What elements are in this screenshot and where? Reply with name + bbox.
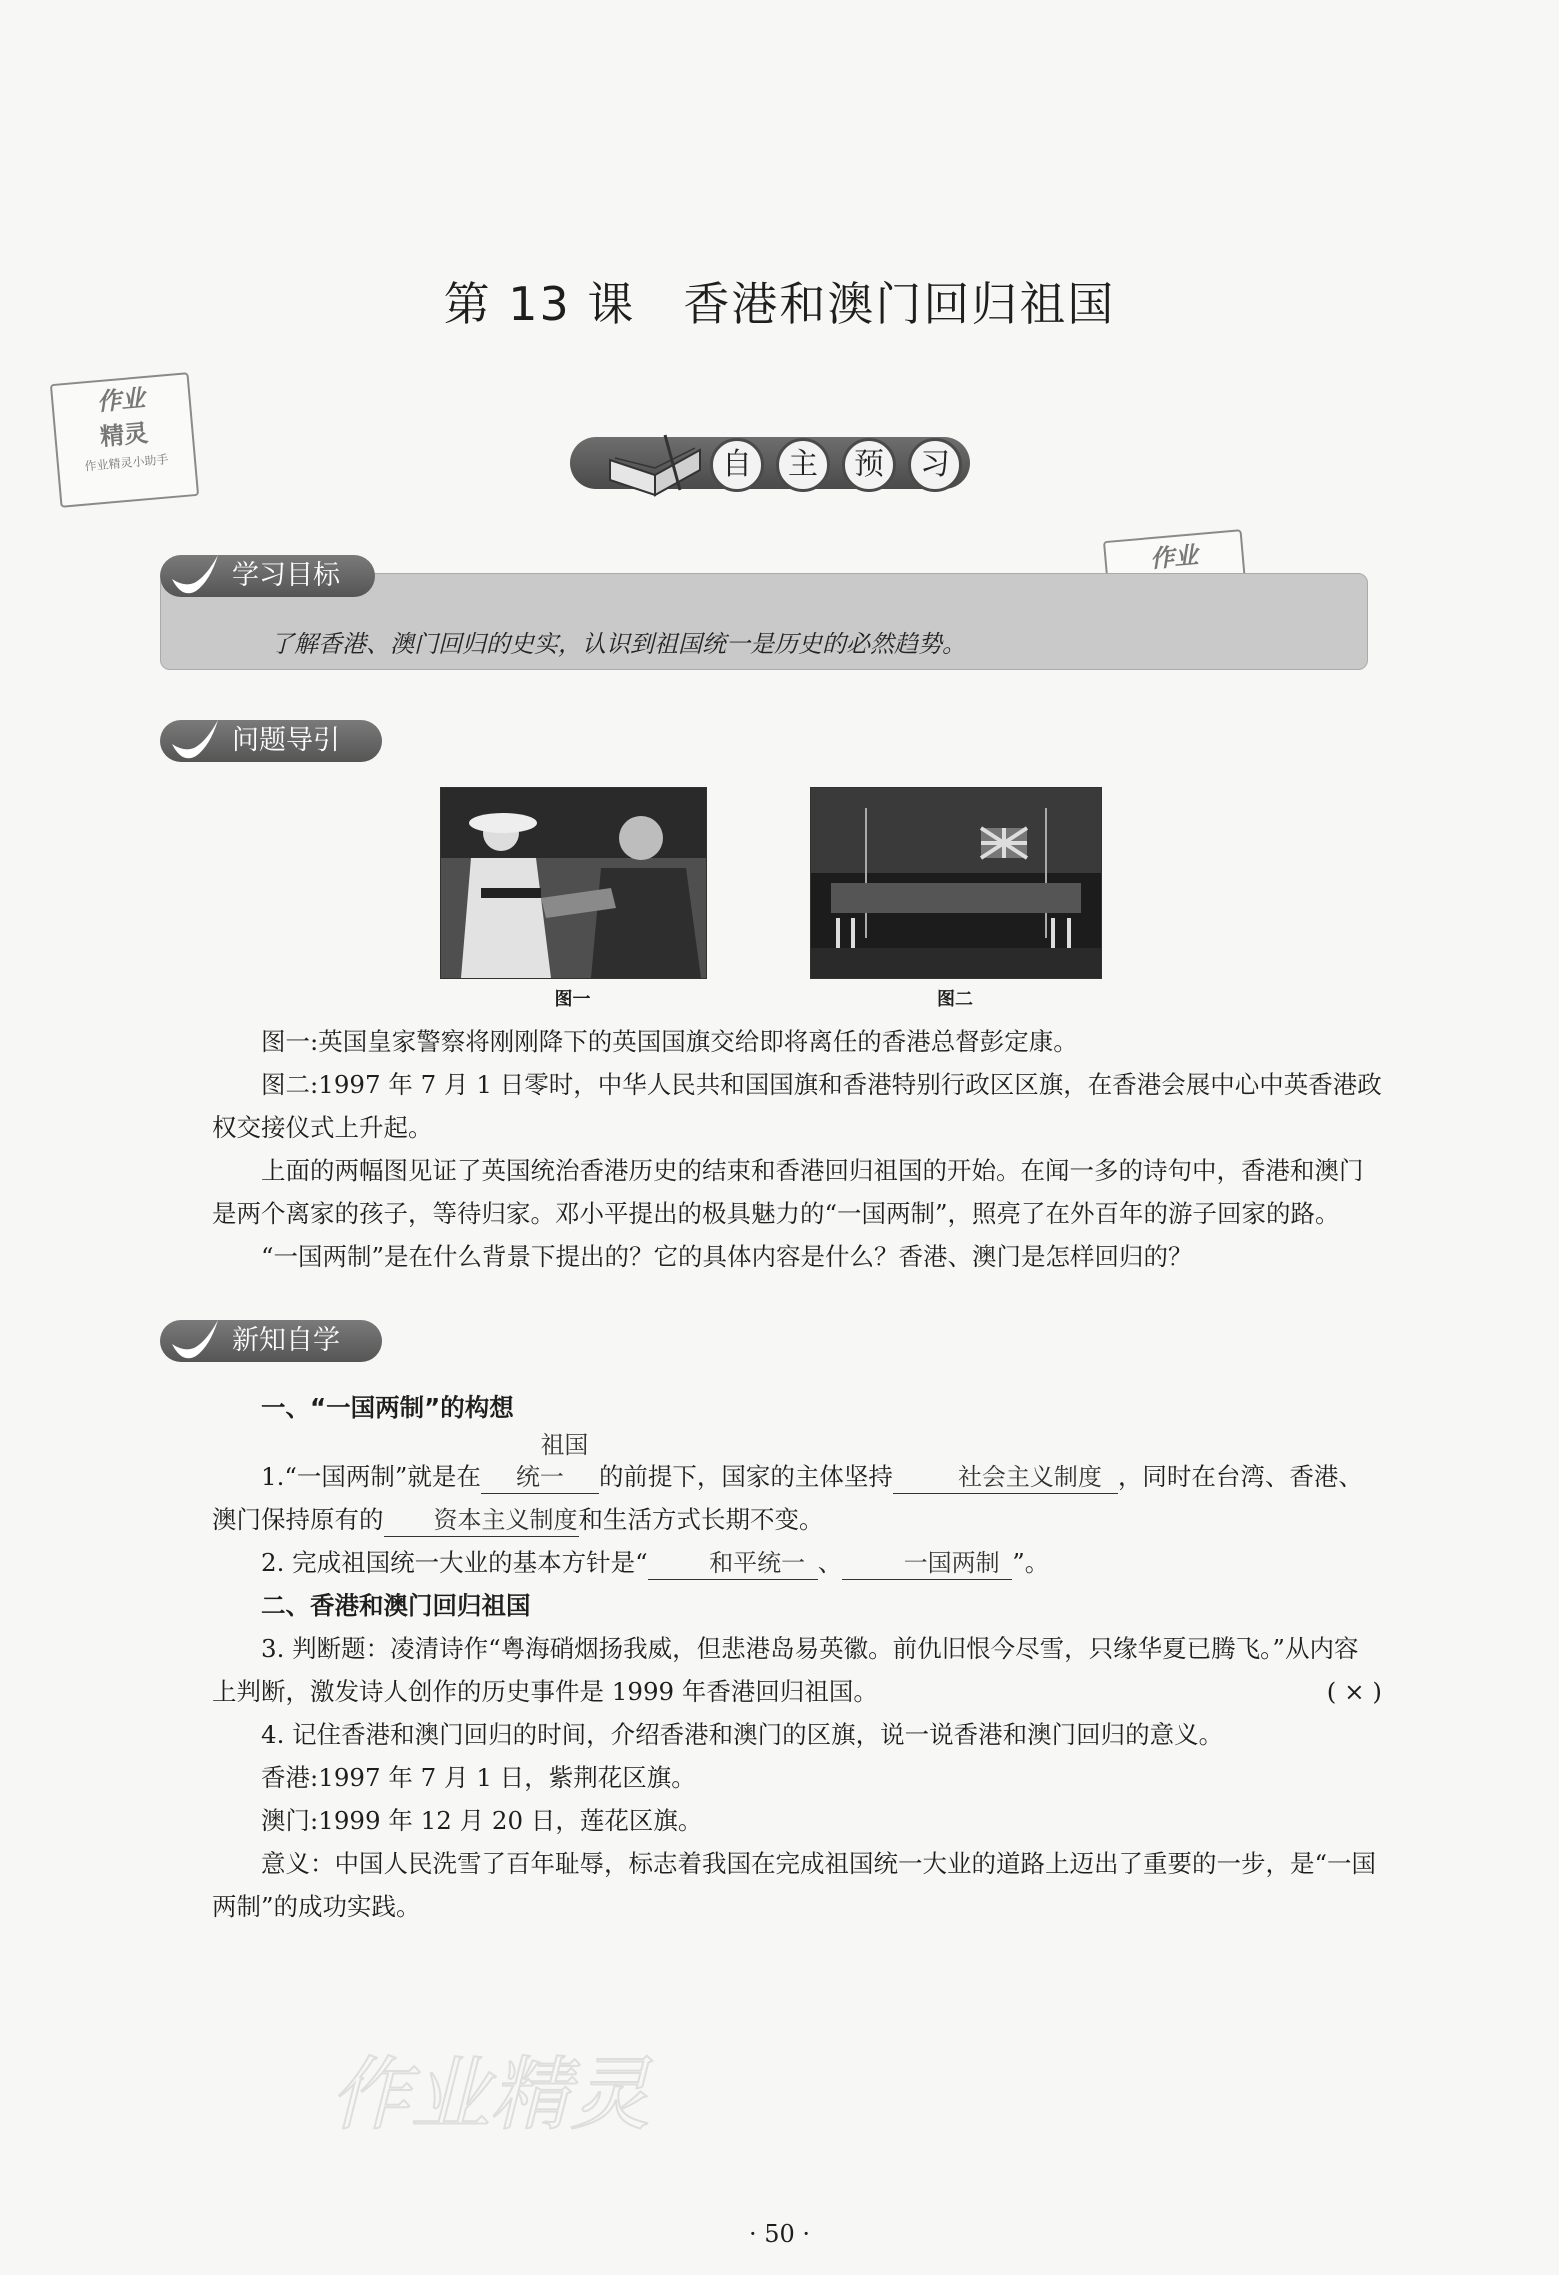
stamp-line1: 作业 [95, 384, 147, 417]
banner-char: 主 [776, 438, 830, 492]
watermark: 作业精灵 [330, 2048, 650, 2141]
question-3: 3. 判断题：凌清诗作“粤海硝烟扬我威，但悲港岛易英徽。前仇旧恨今尽雪，只缘华夏已腾飞。”从内容上判断，激发诗人创作的历史事件是 1999 年香港回归祖国。 ( × ) [212, 1627, 1382, 1713]
guide-text [212, 1020, 1382, 1278]
heading-one-country: 一、“一国两制”的构想 [261, 1393, 514, 1422]
stamp-logo-left [50, 372, 199, 508]
banner-title [710, 438, 962, 492]
question-2: 2. 完成祖国统一大业的基本方针是“ 和平统一 、 一国两制 ”。 [212, 1541, 1382, 1584]
banner-char: 习 [908, 438, 962, 492]
guide-paragraph: “一国两制”是在什么背景下提出的？它的具体内容是什么？香港、澳门是怎样回归的？ [261, 1242, 1193, 1271]
photo-1 [440, 787, 707, 979]
banner-char: 预 [842, 438, 896, 492]
answer-blank: 和平统一 [648, 1547, 818, 1580]
photo-1-image [441, 788, 706, 978]
stamp-line1: 作业 [1148, 541, 1200, 574]
judge-answer: ( × ) [1326, 1677, 1382, 1706]
book-icon [605, 430, 705, 500]
question-4: 4. 记住香港和澳门回归的时间，介绍香港和澳门的区旗，说一说香港和澳门回归的意义。 [261, 1720, 1224, 1749]
swoosh-icon [166, 1316, 222, 1366]
page-title [0, 268, 1559, 334]
goal-text: 了解香港、澳门回归的史实，认识到祖国统一是历史的必然趋势。 [270, 630, 966, 658]
page-number: · 50 · [748, 2220, 811, 2248]
lesson-name: 香港和澳门回归祖国 [683, 277, 1116, 331]
guide-paragraph: 上面的两幅图见证了英国统治香港历史的结束和香港回归祖国的开始。在闻一多的诗句中，香港和澳门是两个离家的孩子，等待归家。邓小平提出的极具魅力的“一国两制”，照亮了在外百年的游子回家的路。 [212, 1156, 1364, 1228]
self-study-text [212, 1386, 1382, 1928]
goal-label: 学习目标 [232, 560, 340, 591]
guide-paragraph: 图二:1997 年 7 月 1 日零时，中华人民共和国国旗和香港特别行政区区旗，在香港会展中心中英香港政权交接仪式上升起。 [212, 1070, 1382, 1142]
answer-blank: 一国两制 [842, 1547, 1012, 1580]
answer-hong-kong: 香港:1997 年 7 月 1 日，紫荆花区旗。 [261, 1763, 696, 1792]
section-label-self-study [160, 1320, 382, 1362]
answer-meaning: 意义：中国人民洗雪了百年耻辱，标志着我国在完成祖国统一大业的道路上迈出了重要的一步，是“一国两制”的成功实践。 [212, 1849, 1377, 1921]
guide-label: 问题导引 [232, 725, 340, 756]
caption-2: 图二 [937, 989, 973, 1010]
photo-2-image [811, 788, 1101, 978]
photo-2 [810, 787, 1102, 979]
swoosh-icon [166, 716, 222, 766]
section-label-guide [160, 720, 382, 762]
guide-paragraph: 图一:英国皇家警察将刚刚降下的英国国旗交给即将离任的香港总督彭定康。 [261, 1027, 1078, 1056]
question-1: 1.“一国两制”就是在祖国统一 的前提下，国家的主体坚持 社会主义制度 ，同时在台湾、香港、澳门保持原有的 资本主义制度和生活方式长期不变。 [212, 1429, 1382, 1541]
caption-1: 图一 [554, 989, 591, 1010]
lesson-number: 第 13 课 [443, 277, 636, 331]
answer-macau: 澳门:1999 年 12 月 20 日，莲花区旗。 [261, 1806, 703, 1835]
answer-blank: 祖国统一 [481, 1429, 599, 1494]
swoosh-icon [166, 551, 222, 601]
stamp-line2: 精灵 [98, 418, 150, 452]
answer-blank: 社会主义制度 [893, 1461, 1118, 1494]
section-label-goal [160, 555, 375, 597]
self-study-label: 新知自学 [232, 1325, 340, 1356]
stamp-line3: 作业精灵小助手 [84, 452, 169, 474]
banner-char: 自 [710, 438, 764, 492]
answer-blank: 资本主义制度 [384, 1504, 579, 1537]
heading-return: 二、香港和澳门回归祖国 [261, 1591, 531, 1620]
